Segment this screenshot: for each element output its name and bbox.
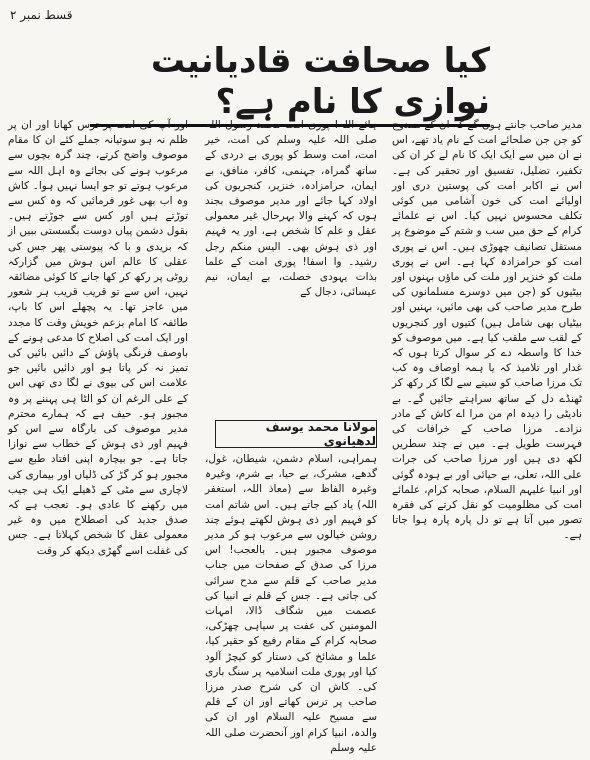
column-left [8,118,188,559]
column-middle-top-text: ہائے اللہ! پوری امت محمد رسول اللہ صلی اللہ علیہ وسلم کی امت، خیر امت، امت وسط کو پوری بے دردی کے ساتھ گمراہ، جہنمی، کافر، منافق، بے ایمان، حرامزادہ، خنزیر، کنجریوں کی اولاد کہا جائے اور مدیر موصوف بجند ہوں کہ کہنے والا بہرحال غیر معمولی عقل و علم کا شخص ہے، اور یہ فہیم اور ذی ہوش بھی۔ الیس منکم رجل رشید۔ وا اسفا! پوری امت کے علما بذات یہودی خصلت، بے ایمان، نیم عیسائی، دجال کے [205,119,377,299]
article-title [90,41,490,122]
column-middle-top [205,118,377,300]
column-right [392,118,582,544]
column-middle-bottom [205,452,377,756]
column-middle-bottom-text: ہمراہی، اسلام دشمن، شیطان، غول، گدھے، مشرک، بے حیا، بے شرم، وغیرہ وغیرہ الفاظ سے (معاذ اللہ، استغفر اللہ) یاد کیے جاتے ہیں۔ اس شاتم امت کو فہیم اور ذی ہوش لکھتے ہوئے چند روشن خیالوں سے مرعوب ہو کر مدیر موصوف مجبور ہیں۔ بالعجب! اس مرزا کی صدق کے صفحات میں جناب مدیر صاحب کے قلم سے مدح سرائی کی جاتی ہے۔ جس کے قلم نے انبیا کی عصمت میں شگاف ڈالا، امہات المومنین کی عفت پر سیاہی چھڑکی، صحابہ کرام کے مقام رفیع کو حقیر کیا، علما و مشائخ کی دستار کو کیچڑ آلود کیا اور پوری ملت اسلامیہ پر سنگ باری کی۔ کاش ان کی شرح صدر مرزا صاحب پر ترس کھاتے اور ان کے قلم سے مسیح علیہ السلام اور ان کی والدہ، انبیا کرام اور آنحضرت صلی اللہ علیہ وسلم [205,453,377,754]
author-byline: مولانا محمد یوسف لدھیانوی [215,420,377,448]
episode-label: قسط نمبر ۲ [10,8,73,22]
column-left-text: اور آپ کی امت پر ترس کھانا اور ان پر ظلم نہ ہو سوتیانہ جملے کئے ان کا مقام موصوف واضح کرتے، چند گرہ بچوں سے مرعوب ہونے کی بجائے وہ اہل اللہ سے مرعوب ہوتے تو جو ایسا نہیں ہوا۔ کاش وہ اب بھی غور فرمائیں کہ وہ کس سے توڑتے ہیں اور کس سے جوڑتے ہیں۔ بقول دشمن پیاں دوست بگسستی ببیں از کہ بریدی و با کہ پیوستی پھر جس کی عقلی کا عالم اس ہوش میں گزارکہ روٹی پر رکھ کر کھا جانے کا کوئی مضائقہ نہیں، اس سے تو قریب قریب ہر شعور میں عاجز تھا۔ یہ پچھلے اس کا باپ، طائفہ کا امام بزعم خویش وقت کا مجدد اور ایک امت کی اصلاح کا مدعی ہونے کے باوصف فرنگی پاؤش کے دائیں بائیں کی تمیز نہ کر پاتا ہو اور دائیں بائیں جو علامت اس کی بیوی نے لگا دی تھی اس کے علی الرغم ان کو الٹا ہی پہننے پر وہ مجبور ہو۔ حیف ہے کہ ہمارے محترم مدیر موصوف کی بارگاہ سے اس کو فہیم اور ذی ہوش کے خطاب سے نوازا جاتا ہے۔ جو بیچارہ اپنی افتاد طبع سے مجبور ہو کر گڑ کی ڈلیاں اور بیماری کی لاچاری سے مٹی کے ڈھیلے ایک ہی جیب میں رکھنے کا عادی ہو۔ تعجب ہے کہ صدق جدید کی اصطلاح میں وہ غیر معمولی عقل کا شخص کہلاتا ہے۔ جس کی غفلت اسے گھڑی دیکھ کر وقت [8,119,188,557]
article-title-text: کیا صحافت قادیانیت نوازی کا نام ہے؟ [90,41,490,127]
column-right-text: مدیر صاحب جانتے ہوں گے کہ ان کے ممدوح کو جن جن صلحائے امت کے نام یاد تھے، اس نے ان میں سے ایک ایک کا نام لے کر ان کی تکفیر، تضلیل، تفسیق اور تحقیر کی ہے۔ اس نے اکابر امت کی پوستین دری اور اولیائے امت کی خون آشامی میں کوئی تکلف محسوس نہیں کیا۔ اس نے علمائے کرام کے حق میں سب و شتم کے موضوع پر مستقل تصانیف چھوڑی ہیں۔ اس نے پوری امت کو حرامزادہ کہا ہے۔ اس نے پوری ملت کو خنزیر اور ملت کی ماؤں بہنوں اور بیٹیوں کو (جن میں دوسرے مسلمانوں کی طرح مدیر صاحب کی بھی مائیں، بہنیں اور بیٹیاں بھی شامل ہیں) کتیوں اور کنجریوں کے لقب سے ملقب کیا ہے۔ میں موصوف کو خدا کا واسطہ دے کر سوال کرتا ہوں کہ غدار اور تلامیذ کہ یا ہمہ اوصاف وہ کب تک مرزا صاحب کو سینے سے لگا کر رکھ کر ٹھنڈے دل کے ساتھ سراہتے جائیں گے۔ بے نادیٹی را دیدہ ام من مرا اے کاش کے مادر نزادے۔ مرزا صاحب کے خرافات کی فہرست طویل ہے۔ میں نے چند سطریں لکھ دی ہیں اور مرزا صاحب کی جرات علی اللہ، تعلی، بے حیائی اور بے ہودہ گوئی اور انبیا علیہم السلام، صحابہ کرام، علمائے امت کی مظلومیت کو نقل کرتے کی فقرہ تصور میں آتا ہے تو دل پارہ پارہ ہوا جاتا ہے۔ [392,119,582,542]
